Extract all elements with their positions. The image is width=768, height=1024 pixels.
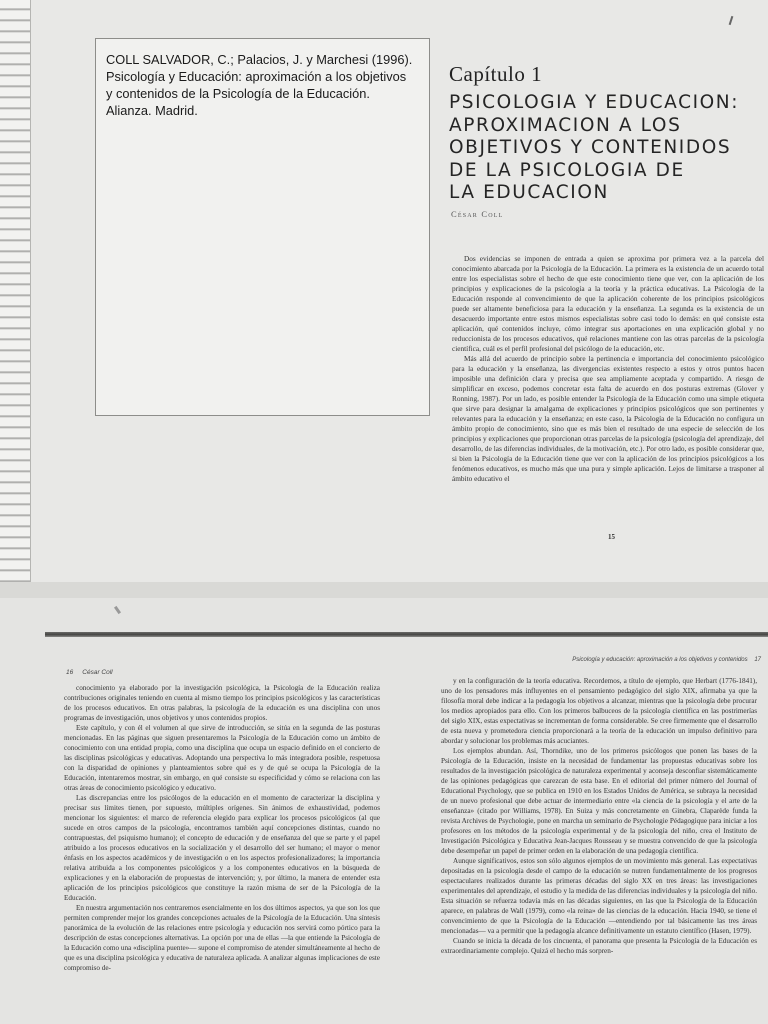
spiral-binding (0, 0, 31, 582)
chapter-label: Capítulo 1 (449, 62, 543, 86)
body-paragraph: Este capítulo, y con él el volumen al que sirve de introducción, se sitúa en la segunda de las posturas mencionadas. En las páginas que siguen presentaremos la Psicología de la Educación como un ámbito de conocimiento con una entidad propia, como una disciplina que ocupa un espacio definido en el concierto de las disciplinas psicológicas y educativas. Adoptando una perspectiva lo más integradora posible, respetuosa con la disparidad de opiniones y planteamientos sobre qué es y de qué se ocupa la Psicología de la Educación, intentaremos mostrar, sin embargo, en qué consiste su especificidad y cómo se relaciona con las otras áreas de conocimiento psicológico y educativo. (64, 724, 380, 792)
reference-line: COLL SALVADOR, C.; Palacios, J. y Marchesi (1996). (106, 52, 413, 67)
body-paragraph: Los ejemplos abundan. Así, Thorndike, uno de los primeros psicólogos que ponen las bases de la Psicología de la Educación, insiste en la necesidad de fundamentar las propuestas educativas sobre los resultados de la investigación psicológica de naturaleza experimental y aconseja desconfiar sistemáticamente de las opiniones pedagógicas que carezcan de esta base. En el editorial del primer número del Journal of Educational Psychology, que se publica en 1910 en los Estados Unidos de América, se subraya la necesidad de un nuevo profesional que debe actuar de intermediario entre «la ciencia de la psicología y el arte de la enseñanza» (citado por Williams, 1978). En Suiza y más concretamente en Ginebra, Claparède funda la revista Archives de Psychologie, pone en marcha un seminario de Psychologie Pédagogique para iniciar a los profesores en los métodos de la psicología experimental y de la psicología del niño, crea el Instituto de Investigación Psicológica y Educativa Jean-Jacques Rousseau y se muestra convencido de que la psicología debe desempeñar un papel de primer orden en la elaboración de una pedagogía científica. (441, 747, 757, 855)
chapter-title-line: PSICOLOGIA Y EDUCACION: (449, 92, 740, 113)
body-paragraph: y en la configuración de la teoría educativa. Recordemos, a título de ejemplo, que Herbart (1776-1841), uno de los pensadores más influyentes en el pensamiento pedagógico del siglo XIX, afirmaba ya que la filosofía moral debe indicar a la pedagogía los objetivos a alcanzar, mientras que la psicología debe procurar los medios apropiados para ello. Con los primeros balbuceos de la psicología científica en las postrimerías del siglo XIX, estas expectativas se incrementan de forma considerable. Se cree firmemente que el desarrollo de esta nueva y prometedora ciencia proporcionará a la teoría de la educación un impulso definitivo para abordar y solucionar los problemas más acuciantes. (441, 677, 757, 745)
page-number: 17 (754, 657, 761, 663)
right-page-column (441, 676, 757, 956)
chapter-title-line: OBJETIVOS Y CONTENIDOS (449, 137, 732, 158)
chapter-title-line: DE LA PSICOLOGIA DE (449, 159, 685, 181)
body-paragraph: Las discrepancias entre los psicólogos de la educación en el momento de caracterizar la disciplina y precisar sus límites tienen, por supuesto, múltiples orígenes. Sin ánimos de exhaustividad, podemos mencionar los siguientes: el marco de referencia elegido para explicar los procesos psicológicos (al que sucede en otros campos de la psicología, encontramos también aquí concepciones distintas, cuando no contrapuestas, del psiquismo humano); el concepto de educación y de enseñanza del que se parte y el papel atribuido a los procesos educativos en la socialización y el desarrollo del ser humano; el mayor o menor énfasis en los aspectos académicos y de investigación o en los aspectos profesionalizadores; la importancia relativa atribuida a los componentes psicológicos y a los componentes educativos en la búsqueda de explicaciones y en la elaboración de propuestas de intervención; y, por último, la manera de entender esta aplicación de los principios psicológicos que constituye la razón misma de ser de la Psicología de la Educación. (64, 794, 380, 902)
body-paragraph: En nuestra argumentación nos centraremos esencialmente en los dos últimos aspectos, ya que son los que permiten comprender mejor los grandes concepciones actuales de la Psicología de la Educación. Una síntesis panorámica de la evolución de las relaciones entre psicología y educación nos servirá como pórtico para la descripción de estas concepciones alternativas. La opción por una de ellas —la que entiende la Psicología de la Educación como una «disciplina puente»— supone el compromiso de atender simultáneamente al hecho de que es una disciplina psicológica y educativa de naturaleza aplicada. A analizar algunas implicaciones de este compromiso de- (64, 904, 380, 972)
body-paragraph: Dos evidencias se imponen de entrada a quien se aproxima por primera vez a la parcela del conocimiento abarcada por la Psicología de la Educación. La primera es la existencia de un acuerdo total entre los especialistas sobre el hecho de que este conocimiento tiene que ver, con la aplicación de los principios y explicaciones de la psicología a la teoría y la práctica educativas. La Psicología de la Educación responde al convencimiento de que la aplicación coherente de los principios psicológicos puede ser altamente beneficiosa para la educación y la enseñanza. La segunda es la existencia de un desacuerdo importante entre estos mismos especialistas sobre casi todo lo demás: en qué consiste esta aplicación, qué contenidos incluye, cómo integrar sus aportaciones en una explicación global y no reduccionista de los procesos educativos, qué relaciones mantiene con las otras parcelas de la psicología científica, cuál es el perfil profesional del psicólogo de la educación, etc. (452, 254, 764, 353)
reference-line: Psicología y Educación: aproximación a los objetivos (106, 69, 407, 84)
running-head-text: César Coll (82, 669, 113, 676)
chapter-body (452, 254, 764, 484)
page-number: 16 (66, 669, 74, 676)
page-number: 15 (608, 533, 615, 541)
running-head-left (66, 669, 113, 676)
running-head-text: Psicología y educación: aproximación a los objetivos y contenidos (572, 657, 748, 663)
reference-line: y contenidos de la Psicología de la Educación. (106, 86, 370, 101)
body-paragraph: Aunque significativos, estos son sólo algunos ejemplos de un movimiento más general. Las expectativas depositadas en la psicología desde el campo de la educación se nutren fundamentalmente de los progresos espectaculares realizados durante las primeras décadas del siglo XX en tres áreas: las investigaciones experimentales del aprendizaje, el estudio y la medida de las diferencias individuales y la psicología del niño. Esta situación se refuerza todavía más en las décadas siguientes, en las que la Psicología de la Educación aparece, en palabras de Wall (1979), como «la reina» de las ciencias de la educación. Hacia 1940, se tiene el convencimiento de que la Psicología de la Educación —entendiendo por tal básicamente las tres áreas mencionadas— va a permitir que la pedagogía alcance definitivamente un estatuto científico (Hasen, 1979). (441, 857, 757, 935)
left-page-column (64, 683, 380, 973)
chapter-author: César Coll (451, 209, 504, 219)
scan-edge-stripe (45, 632, 768, 637)
body-paragraph: Más allá del acuerdo de principio sobre la pertinencia e importancia del conocimiento psicológico para la educación y la enseñanza, las divergencias existentes respecto a estos y otros puntos hacen imposible una definición clara y precisa que sea ampliamente aceptada y compartido. A riesgo de simplificar en exceso, podemos concretar esta falta de acuerdo en dos posturas extremas (Glover y Ronning, 1987). Por un lado, es posible entender la Psicología de la Educación como una simple etiqueta que sirve para designar la amalgama de explicaciones y principios psicológicos que son pertinentes y relevantes para la educación y la enseñanza; en este caso, la Psicología de la Educación no configura un ámbito propio de conocimiento, sino que es más bien el resultado de una especie de selección de los principios y explicaciones que proporcionan otras parcelas de la psicología (psicología del aprendizaje, del desarrollo, de las diferencias individuales, de la motivación, etc.). Por otro lado, es posible considerar que, si bien la Psicología de la Educación tiene que ver con la aplicación de los principios psicológicos a los fenómenos educativos, es mucho más que una pura y simple aplicación. Lejos de limitarse a trasponer al ámbito educativo el (452, 354, 764, 483)
body-paragraph: Cuando se inicia la década de los cincuenta, el panorama que presenta la Psicología de la Educación es extraordinariamente complejo. Quizá el hecho más sorpren- (441, 937, 757, 955)
reference-line: Alianza. Madrid. (106, 103, 198, 118)
chapter-title (449, 92, 761, 205)
body-paragraph: conocimiento ya elaborado por la investigación psicológica, la Psicología de la Educación realiza contribuciones originales teniendo en cuenta al mismo tiempo los principios psicológicos y las características de los procesos educativos. En otras palabras, la psicología de la educación es una disciplina con unos programas de investigación, unos objetivos y unos contenidos propios. (64, 684, 380, 722)
reference-card (95, 38, 430, 416)
chapter-title-line: LA EDUCACION (449, 182, 609, 203)
running-head-right (523, 657, 761, 663)
chapter-title-line: APROXIMACION A LOS (449, 114, 682, 136)
